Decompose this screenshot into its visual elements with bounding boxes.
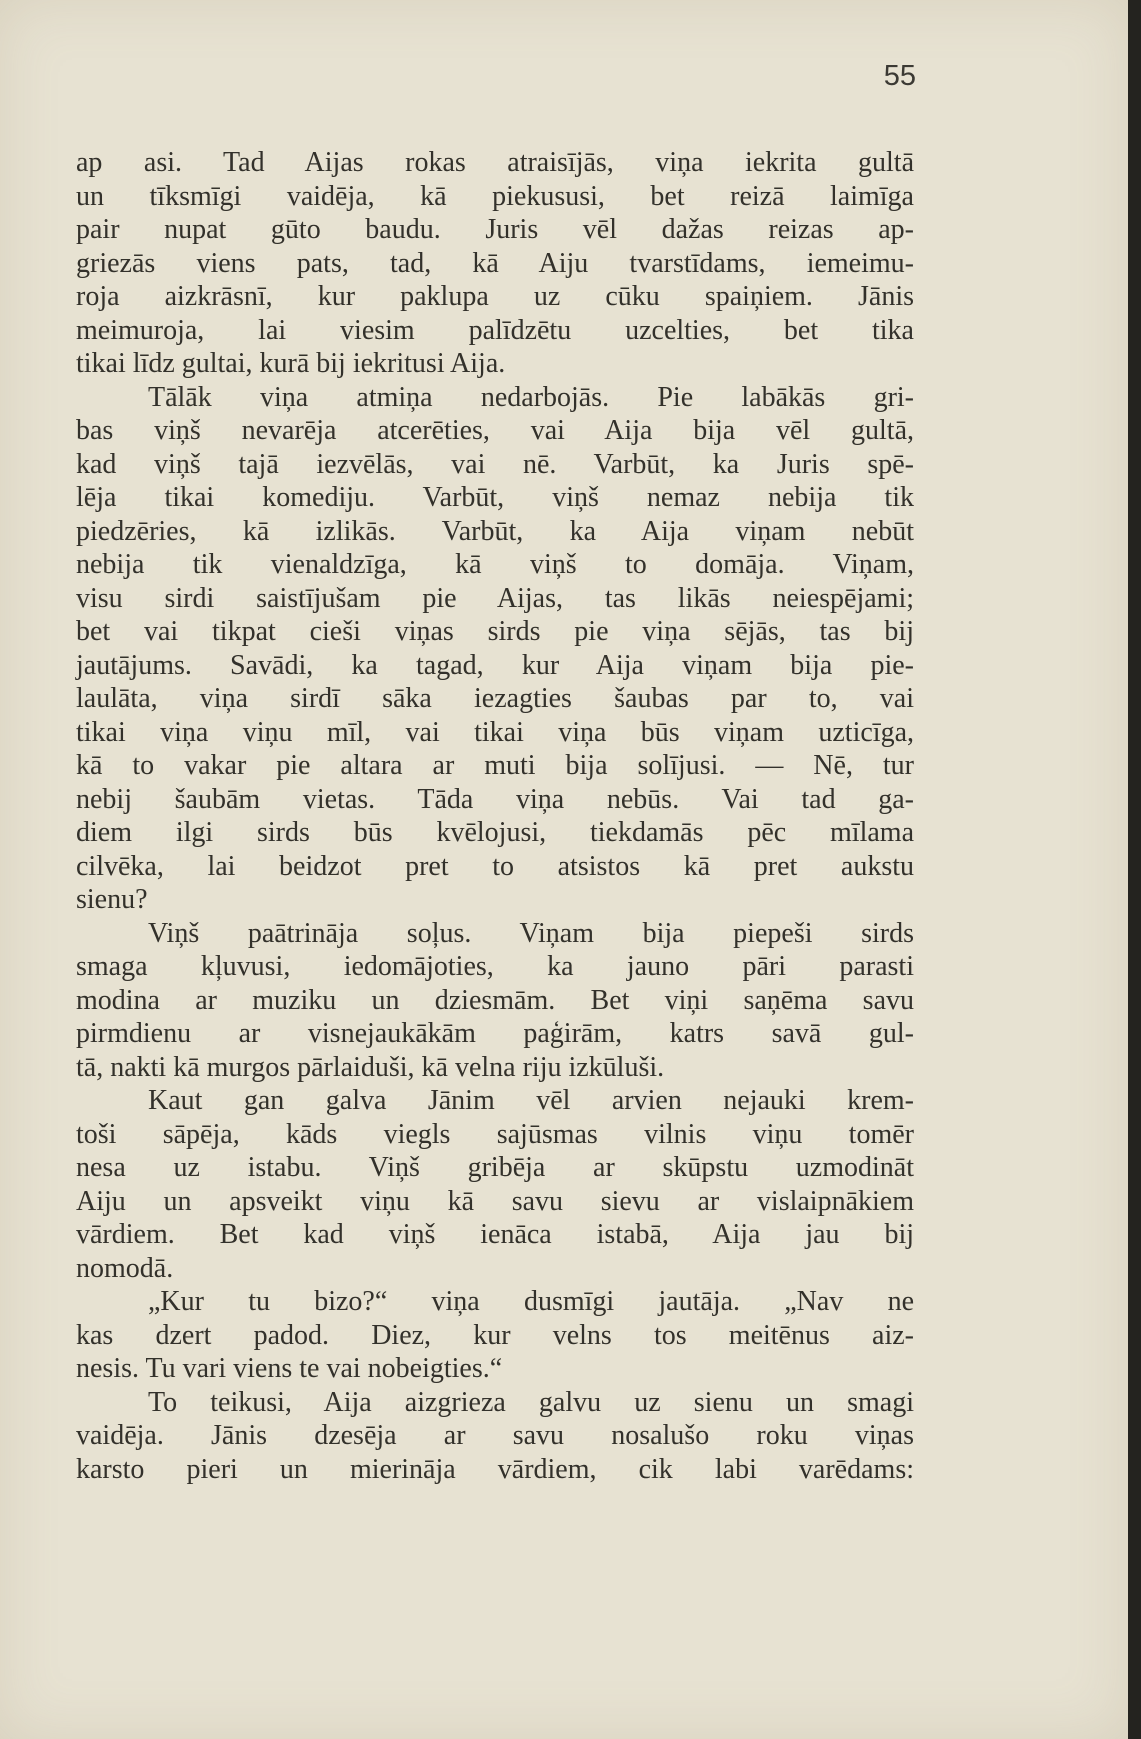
text-line: Aiju un apsveikt viņu kā savu sievu ar vislaipnākiem (76, 1185, 914, 1217)
text-line: ap asi. Tad Aijas rokas atraisījās, viņa iekrita gultā (76, 147, 914, 178)
text-line: toši sāpēja, kāds viegls sajūsmas vilnis viņu tomēr (76, 1118, 914, 1150)
text-line: bas viņš nevarēja atcerēties, vai Aija bija vēl gultā, (76, 415, 914, 446)
text-line: diem ilgi sirds būs kvēlojusi, tiekdamās pēc mīlama (76, 817, 914, 848)
text-line: „Kur tu bizo?“ viņa dusmīgi jautāja. „Nav ne (148, 1286, 914, 1317)
text-line: nesa uz istabu. Viņš gribēja ar skūpstu uzmodināt (76, 1152, 914, 1183)
text-line: tā, nakti kā murgos pārlaiduši, kā velna riju izkūluši. (76, 1051, 665, 1083)
text-line: pirmdienu ar visnejaukākām paģirām, katrs savā gul- (76, 1018, 914, 1049)
text-line: roja aizkrāsnī, kur paklupa uz cūku spaiņiem. Jānis (76, 281, 914, 312)
text-line: laulāta, viņa sirdī sāka iezagties šaubas par to, vai (76, 683, 914, 714)
page-text (76, 146, 914, 1486)
text-line: cilvēka, lai beidzot pret to atsistos kā pret aukstu (76, 850, 914, 882)
text-line: To teikusi, Aija aizgrieza galvu uz sienu un smagi (148, 1386, 914, 1418)
text-line: nomodā. (76, 1252, 174, 1284)
text-line: kas dzert padod. Diez, kur velns tos meitēnus aiz- (76, 1319, 914, 1351)
text-line: piedzēries, kā izlikās. Varbūt, ka Aija viņam nebūt (76, 515, 914, 547)
text-line: bet vai tikpat cieši viņas sirds pie viņa sējās, tas bij (76, 616, 914, 647)
text-line: lēja tikai komediju. Varbūt, viņš nemaz nebija tik (76, 482, 914, 513)
text-line: tikai viņa viņu mīl, vai tikai viņa būs viņam uzticīga, (76, 716, 914, 748)
text-line: kā to vakar pie altara ar muti bija solījusi. — Nē, tur (76, 750, 914, 781)
text-line: Tālāk viņa atmiņa nedarbojās. Pie labākās gri- (148, 381, 914, 413)
text-line: smaga kļuvusi, iedomājoties, ka jauno pāri parasti (76, 951, 914, 982)
text-line: Kaut gan galva Jānim vēl arvien nejauki krem- (148, 1085, 914, 1116)
text-line: nebij šaubām vietas. Tāda viņa nebūs. Vai tad ga- (76, 783, 914, 815)
text-line: jautājums. Savādi, ka tagad, kur Aija viņam bija pie- (76, 649, 914, 681)
text-line: vārdiem. Bet kad viņš ienāca istabā, Aija jau bij (76, 1219, 914, 1250)
text-line: vaidēja. Jānis dzesēja ar savu nosalušo roku viņas (76, 1420, 914, 1451)
text-line: meimuroja, lai viesim palīdzētu uzcelties, bet tika (76, 314, 914, 346)
text-line: pair nupat gūto baudu. Juris vēl dažas reizas ap- (76, 214, 914, 245)
text-line: nesis. Tu vari viens te vai nobeigties.“ (76, 1353, 503, 1384)
text-line: Viņš paātrināja soļus. Viņam bija piepeši sirds (148, 917, 914, 949)
text-line: visu sirdi saistījušam pie Aijas, tas likās neiespējami; (76, 582, 914, 614)
text-line: tikai līdz gultai, kurā bij iekritusi Aija. (76, 348, 506, 379)
text-line: kad viņš tajā iezvēlās, vai nē. Varbūt, ka Juris spē- (76, 448, 914, 480)
text-line: griezās viens pats, tad, kā Aiju tvarstīdams, iemeimu- (76, 247, 914, 279)
text-line: modina ar muziku un dziesmām. Bet viņi saņēma savu (76, 984, 914, 1016)
text-line: sienu? (76, 884, 148, 915)
text-line: karsto pieri un mierināja vārdiem, cik labi varēdams: (76, 1453, 914, 1485)
text-line: nebija tik vienaldzīga, kā viņš to domāja. Viņam, (76, 549, 914, 580)
text-line: un tīksmīgi vaidēja, kā piekususi, bet reizā laimīga (76, 180, 914, 212)
page-number: 55 (883, 60, 916, 92)
